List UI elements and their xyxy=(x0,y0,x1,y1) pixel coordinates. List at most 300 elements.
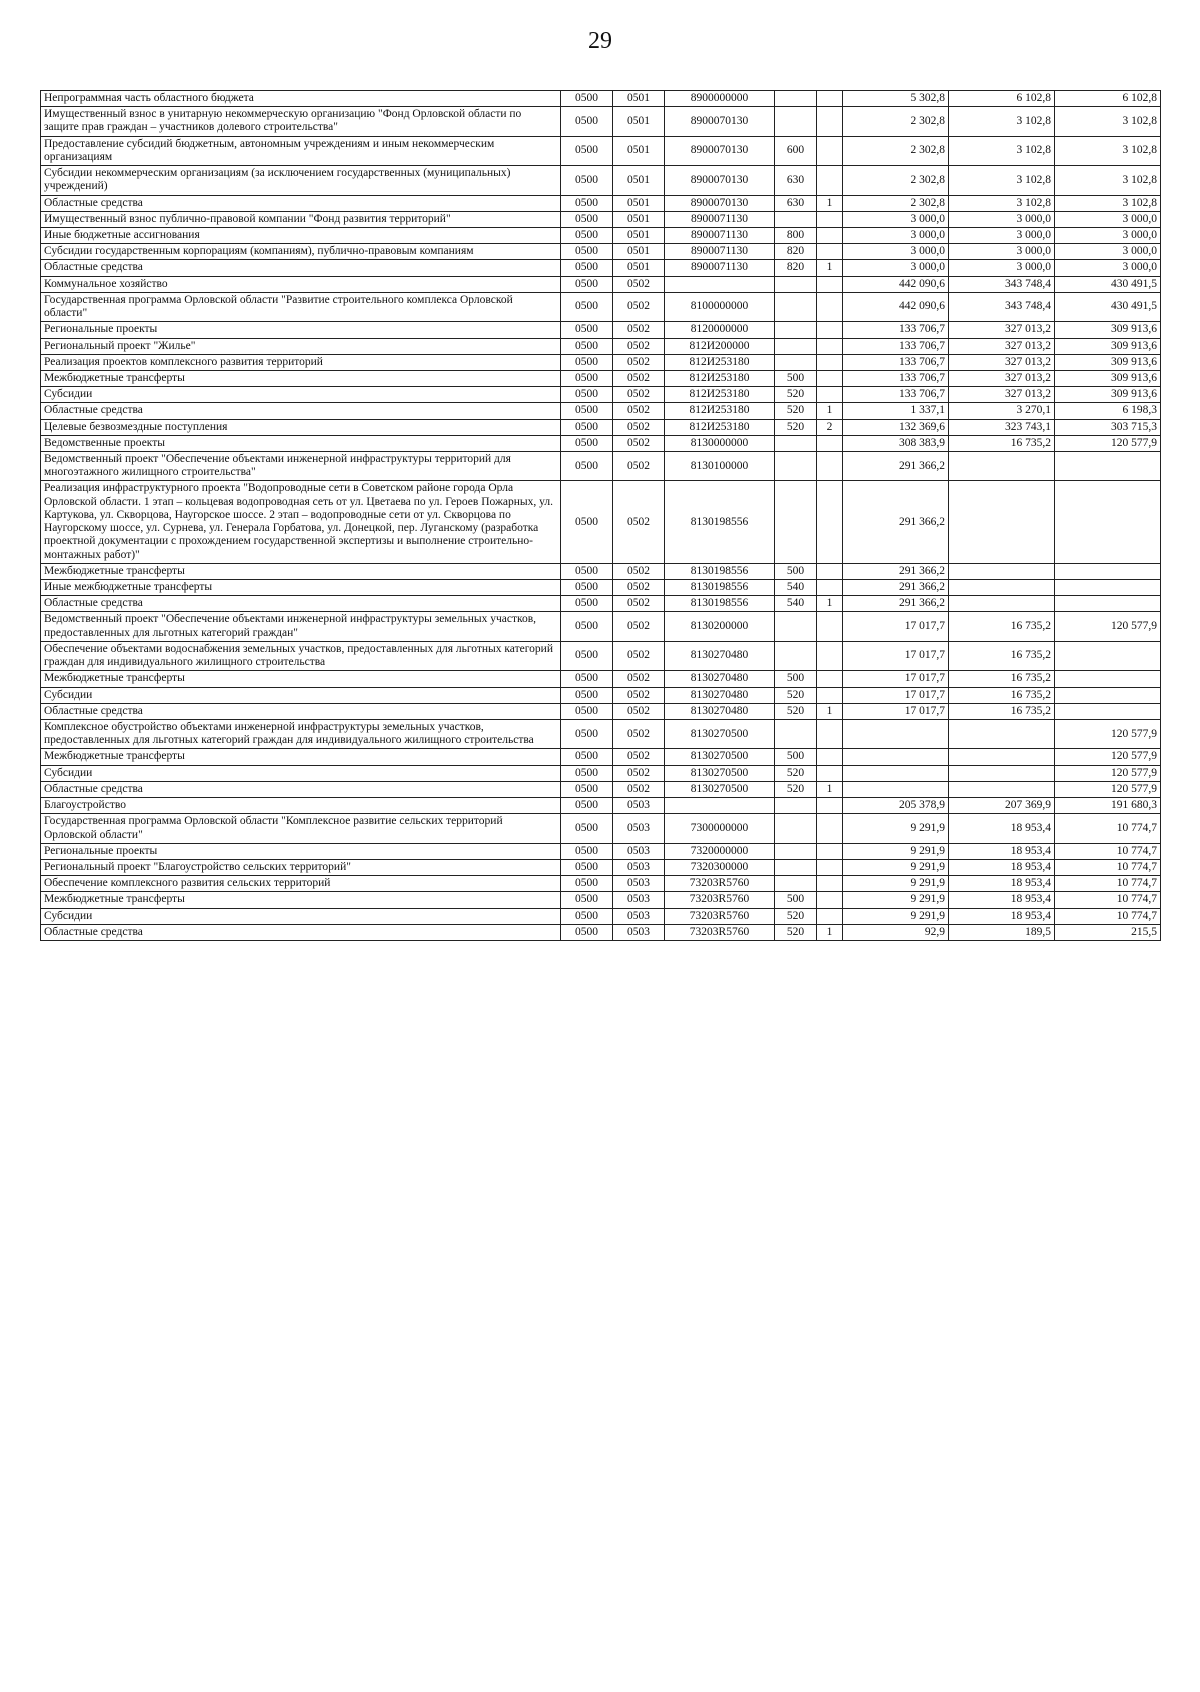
amount-year1-cell: 133 706,7 xyxy=(843,387,949,403)
amount-year1-cell: 308 383,9 xyxy=(843,435,949,451)
row-name-cell: Межбюджетные трансферты xyxy=(41,892,561,908)
expense-type-cell xyxy=(775,641,817,670)
razdel-cell: 0500 xyxy=(561,814,613,843)
source-mark-cell: 1 xyxy=(817,703,843,719)
podrazdel-cell: 0503 xyxy=(613,798,665,814)
target-article-cell: 73203R5760 xyxy=(665,876,775,892)
amount-year1-cell: 2 302,8 xyxy=(843,107,949,136)
target-article-cell: 7320300000 xyxy=(665,859,775,875)
razdel-cell: 0500 xyxy=(561,435,613,451)
amount-year2-cell: 327 013,2 xyxy=(949,387,1055,403)
target-article-cell: 812И253180 xyxy=(665,419,775,435)
target-article-cell: 8900071130 xyxy=(665,227,775,243)
amount-year2-cell: 18 953,4 xyxy=(949,859,1055,875)
table-row xyxy=(41,276,1161,292)
razdel-cell: 0500 xyxy=(561,641,613,670)
amount-year3-cell xyxy=(1055,580,1161,596)
amount-year2-cell: 3 102,8 xyxy=(949,107,1055,136)
amount-year1-cell: 291 366,2 xyxy=(843,481,949,563)
row-name-cell: Областные средства xyxy=(41,195,561,211)
row-name-cell: Ведомственные проекты xyxy=(41,435,561,451)
expense-type-cell xyxy=(775,798,817,814)
amount-year2-cell: 327 013,2 xyxy=(949,370,1055,386)
source-mark-cell xyxy=(817,107,843,136)
amount-year3-cell: 309 913,6 xyxy=(1055,370,1161,386)
target-article-cell: 7320000000 xyxy=(665,843,775,859)
row-name-cell: Межбюджетные трансферты xyxy=(41,671,561,687)
amount-year1-cell: 2 302,8 xyxy=(843,195,949,211)
source-mark-cell xyxy=(817,166,843,195)
table-row xyxy=(41,687,1161,703)
amount-year1-cell: 9 291,9 xyxy=(843,814,949,843)
target-article-cell: 812И200000 xyxy=(665,338,775,354)
podrazdel-cell: 0502 xyxy=(613,719,665,748)
table-row xyxy=(41,211,1161,227)
amount-year1-cell: 291 366,2 xyxy=(843,563,949,579)
podrazdel-cell: 0501 xyxy=(613,166,665,195)
table-row xyxy=(41,452,1161,481)
target-article-cell: 8900070130 xyxy=(665,166,775,195)
table-row xyxy=(41,338,1161,354)
amount-year2-cell xyxy=(949,749,1055,765)
target-article-cell: 8130270480 xyxy=(665,671,775,687)
amount-year1-cell xyxy=(843,719,949,748)
source-mark-cell: 2 xyxy=(817,419,843,435)
source-mark-cell: 1 xyxy=(817,403,843,419)
amount-year3-cell: 309 913,6 xyxy=(1055,387,1161,403)
amount-year1-cell: 9 291,9 xyxy=(843,859,949,875)
amount-year2-cell: 6 102,8 xyxy=(949,91,1055,107)
source-mark-cell xyxy=(817,244,843,260)
amount-year1-cell xyxy=(843,749,949,765)
podrazdel-cell: 0502 xyxy=(613,641,665,670)
source-mark-cell xyxy=(817,452,843,481)
amount-year2-cell xyxy=(949,563,1055,579)
podrazdel-cell: 0501 xyxy=(613,227,665,243)
target-article-cell: 812И253180 xyxy=(665,387,775,403)
podrazdel-cell: 0502 xyxy=(613,596,665,612)
row-name-cell: Субсидии xyxy=(41,387,561,403)
razdel-cell: 0500 xyxy=(561,260,613,276)
table-body xyxy=(41,91,1161,941)
podrazdel-cell: 0501 xyxy=(613,136,665,165)
row-name-cell: Коммунальное хозяйство xyxy=(41,276,561,292)
table-row xyxy=(41,859,1161,875)
row-name-cell: Непрограммная часть областного бюджета xyxy=(41,91,561,107)
podrazdel-cell: 0503 xyxy=(613,924,665,940)
source-mark-cell xyxy=(817,798,843,814)
expense-type-cell: 630 xyxy=(775,195,817,211)
podrazdel-cell: 0502 xyxy=(613,671,665,687)
razdel-cell: 0500 xyxy=(561,322,613,338)
row-name-cell: Предоставление субсидий бюджетным, автономным учреждениям и иным некоммерческим организациям xyxy=(41,136,561,165)
amount-year3-cell: 3 102,8 xyxy=(1055,195,1161,211)
podrazdel-cell: 0502 xyxy=(613,749,665,765)
target-article-cell: 73203R5760 xyxy=(665,892,775,908)
source-mark-cell xyxy=(817,563,843,579)
expense-type-cell: 540 xyxy=(775,596,817,612)
podrazdel-cell: 0502 xyxy=(613,403,665,419)
expense-type-cell: 520 xyxy=(775,924,817,940)
expense-type-cell xyxy=(775,107,817,136)
podrazdel-cell: 0502 xyxy=(613,765,665,781)
amount-year1-cell: 3 000,0 xyxy=(843,260,949,276)
table-row xyxy=(41,719,1161,748)
amount-year1-cell: 133 706,7 xyxy=(843,338,949,354)
amount-year2-cell xyxy=(949,765,1055,781)
amount-year1-cell: 442 090,6 xyxy=(843,276,949,292)
row-name-cell: Областные средства xyxy=(41,781,561,797)
amount-year2-cell: 3 102,8 xyxy=(949,136,1055,165)
source-mark-cell: 1 xyxy=(817,781,843,797)
expense-type-cell xyxy=(775,276,817,292)
amount-year2-cell: 16 735,2 xyxy=(949,641,1055,670)
razdel-cell: 0500 xyxy=(561,481,613,563)
expense-type-cell: 520 xyxy=(775,403,817,419)
row-name-cell: Субсидии xyxy=(41,908,561,924)
amount-year1-cell: 17 017,7 xyxy=(843,641,949,670)
source-mark-cell: 1 xyxy=(817,924,843,940)
page-number: 29 xyxy=(588,28,612,54)
amount-year3-cell xyxy=(1055,671,1161,687)
razdel-cell: 0500 xyxy=(561,749,613,765)
amount-year2-cell: 327 013,2 xyxy=(949,354,1055,370)
target-article-cell: 8900071130 xyxy=(665,244,775,260)
expense-type-cell: 820 xyxy=(775,260,817,276)
amount-year2-cell: 16 735,2 xyxy=(949,671,1055,687)
table-row xyxy=(41,814,1161,843)
amount-year3-cell: 309 913,6 xyxy=(1055,322,1161,338)
amount-year3-cell: 303 715,3 xyxy=(1055,419,1161,435)
amount-year3-cell: 3 102,8 xyxy=(1055,136,1161,165)
source-mark-cell: 1 xyxy=(817,195,843,211)
razdel-cell: 0500 xyxy=(561,612,613,641)
podrazdel-cell: 0502 xyxy=(613,563,665,579)
expense-type-cell: 520 xyxy=(775,387,817,403)
podrazdel-cell: 0502 xyxy=(613,452,665,481)
amount-year3-cell: 191 680,3 xyxy=(1055,798,1161,814)
amount-year3-cell: 3 000,0 xyxy=(1055,227,1161,243)
table-row xyxy=(41,563,1161,579)
amount-year2-cell xyxy=(949,719,1055,748)
target-article-cell: 812И253180 xyxy=(665,403,775,419)
amount-year2-cell xyxy=(949,781,1055,797)
expense-type-cell: 520 xyxy=(775,765,817,781)
amount-year2-cell: 16 735,2 xyxy=(949,687,1055,703)
amount-year1-cell: 205 378,9 xyxy=(843,798,949,814)
razdel-cell: 0500 xyxy=(561,843,613,859)
amount-year1-cell: 291 366,2 xyxy=(843,596,949,612)
amount-year1-cell: 9 291,9 xyxy=(843,843,949,859)
amount-year3-cell xyxy=(1055,563,1161,579)
table-row xyxy=(41,843,1161,859)
amount-year3-cell: 120 577,9 xyxy=(1055,719,1161,748)
amount-year3-cell: 10 774,7 xyxy=(1055,859,1161,875)
target-article-cell: 8130200000 xyxy=(665,612,775,641)
row-name-cell: Обеспечение комплексного развития сельских территорий xyxy=(41,876,561,892)
target-article-cell: 8130270500 xyxy=(665,765,775,781)
razdel-cell: 0500 xyxy=(561,798,613,814)
amount-year2-cell: 327 013,2 xyxy=(949,338,1055,354)
table-row xyxy=(41,481,1161,563)
amount-year2-cell xyxy=(949,481,1055,563)
razdel-cell: 0500 xyxy=(561,671,613,687)
amount-year1-cell: 3 000,0 xyxy=(843,244,949,260)
amount-year2-cell: 323 743,1 xyxy=(949,419,1055,435)
podrazdel-cell: 0502 xyxy=(613,612,665,641)
amount-year3-cell: 309 913,6 xyxy=(1055,354,1161,370)
table-row xyxy=(41,354,1161,370)
expense-type-cell: 520 xyxy=(775,703,817,719)
source-mark-cell xyxy=(817,580,843,596)
podrazdel-cell: 0502 xyxy=(613,322,665,338)
target-article-cell: 73203R5760 xyxy=(665,924,775,940)
razdel-cell: 0500 xyxy=(561,292,613,321)
amount-year2-cell xyxy=(949,596,1055,612)
source-mark-cell xyxy=(817,859,843,875)
row-name-cell: Иные бюджетные ассигнования xyxy=(41,227,561,243)
podrazdel-cell: 0502 xyxy=(613,703,665,719)
razdel-cell: 0500 xyxy=(561,195,613,211)
target-article-cell: 8130270480 xyxy=(665,687,775,703)
amount-year1-cell: 3 000,0 xyxy=(843,211,949,227)
amount-year1-cell: 5 302,8 xyxy=(843,91,949,107)
source-mark-cell xyxy=(817,276,843,292)
razdel-cell: 0500 xyxy=(561,403,613,419)
target-article-cell: 8130198556 xyxy=(665,596,775,612)
amount-year2-cell xyxy=(949,580,1055,596)
amount-year3-cell: 10 774,7 xyxy=(1055,876,1161,892)
podrazdel-cell: 0501 xyxy=(613,107,665,136)
table-row xyxy=(41,798,1161,814)
source-mark-cell xyxy=(817,211,843,227)
podrazdel-cell: 0501 xyxy=(613,195,665,211)
amount-year3-cell: 120 577,9 xyxy=(1055,765,1161,781)
amount-year1-cell: 3 000,0 xyxy=(843,227,949,243)
razdel-cell: 0500 xyxy=(561,91,613,107)
amount-year1-cell: 9 291,9 xyxy=(843,876,949,892)
amount-year1-cell xyxy=(843,781,949,797)
target-article-cell: 812И253180 xyxy=(665,370,775,386)
amount-year1-cell: 133 706,7 xyxy=(843,370,949,386)
amount-year3-cell: 3 102,8 xyxy=(1055,166,1161,195)
row-name-cell: Имущественный взнос публично-правовой компании "Фонд развития территорий" xyxy=(41,211,561,227)
razdel-cell: 0500 xyxy=(561,107,613,136)
source-mark-cell xyxy=(817,843,843,859)
row-name-cell: Региональные проекты xyxy=(41,843,561,859)
expense-type-cell xyxy=(775,91,817,107)
target-article-cell: 8130270480 xyxy=(665,641,775,670)
amount-year1-cell: 133 706,7 xyxy=(843,354,949,370)
razdel-cell: 0500 xyxy=(561,211,613,227)
amount-year3-cell xyxy=(1055,703,1161,719)
row-name-cell: Межбюджетные трансферты xyxy=(41,370,561,386)
podrazdel-cell: 0503 xyxy=(613,876,665,892)
row-name-cell: Областные средства xyxy=(41,260,561,276)
razdel-cell: 0500 xyxy=(561,276,613,292)
amount-year3-cell: 10 774,7 xyxy=(1055,892,1161,908)
razdel-cell: 0500 xyxy=(561,908,613,924)
table-row xyxy=(41,580,1161,596)
expense-type-cell: 600 xyxy=(775,136,817,165)
row-name-cell: Областные средства xyxy=(41,596,561,612)
expense-type-cell: 540 xyxy=(775,580,817,596)
amount-year3-cell: 6 102,8 xyxy=(1055,91,1161,107)
target-article-cell: 8900070130 xyxy=(665,195,775,211)
source-mark-cell xyxy=(817,322,843,338)
expense-type-cell xyxy=(775,814,817,843)
razdel-cell: 0500 xyxy=(561,596,613,612)
source-mark-cell xyxy=(817,671,843,687)
target-article-cell: 8130198556 xyxy=(665,563,775,579)
row-name-cell: Региональные проекты xyxy=(41,322,561,338)
expense-type-cell xyxy=(775,859,817,875)
row-name-cell: Ведомственный проект "Обеспечение объектами инженерной инфраструктуры территорий для многоэтажного жилищного строительства" xyxy=(41,452,561,481)
expense-type-cell: 820 xyxy=(775,244,817,260)
amount-year3-cell: 120 577,9 xyxy=(1055,612,1161,641)
source-mark-cell: 1 xyxy=(817,596,843,612)
amount-year3-cell xyxy=(1055,452,1161,481)
table-row xyxy=(41,612,1161,641)
razdel-cell: 0500 xyxy=(561,419,613,435)
amount-year1-cell: 291 366,2 xyxy=(843,452,949,481)
amount-year2-cell xyxy=(949,452,1055,481)
row-name-cell: Региональный проект "Жилье" xyxy=(41,338,561,354)
expense-type-cell: 500 xyxy=(775,892,817,908)
amount-year3-cell: 6 198,3 xyxy=(1055,403,1161,419)
source-mark-cell xyxy=(817,641,843,670)
amount-year2-cell: 18 953,4 xyxy=(949,892,1055,908)
row-name-cell: Государственная программа Орловской области "Комплексное развитие сельских территорий Орловской области" xyxy=(41,814,561,843)
podrazdel-cell: 0502 xyxy=(613,370,665,386)
amount-year2-cell: 16 735,2 xyxy=(949,703,1055,719)
expense-type-cell xyxy=(775,876,817,892)
target-article-cell: 8130270500 xyxy=(665,781,775,797)
row-name-cell: Иные межбюджетные трансферты xyxy=(41,580,561,596)
table-row xyxy=(41,596,1161,612)
row-name-cell: Благоустройство xyxy=(41,798,561,814)
amount-year3-cell: 120 577,9 xyxy=(1055,435,1161,451)
amount-year3-cell xyxy=(1055,687,1161,703)
target-article-cell: 8100000000 xyxy=(665,292,775,321)
expense-type-cell: 500 xyxy=(775,749,817,765)
source-mark-cell xyxy=(817,435,843,451)
expense-type-cell xyxy=(775,354,817,370)
amount-year3-cell: 3 000,0 xyxy=(1055,244,1161,260)
table-row xyxy=(41,370,1161,386)
razdel-cell: 0500 xyxy=(561,876,613,892)
target-article-cell xyxy=(665,276,775,292)
amount-year2-cell: 3 000,0 xyxy=(949,260,1055,276)
target-article-cell: 8900070130 xyxy=(665,107,775,136)
razdel-cell: 0500 xyxy=(561,892,613,908)
amount-year2-cell: 18 953,4 xyxy=(949,843,1055,859)
row-name-cell: Имущественный взнос в унитарную некоммерческую организацию "Фонд Орловской области по защите прав граждан – участников долевого строительства" xyxy=(41,107,561,136)
amount-year3-cell xyxy=(1055,596,1161,612)
table-row xyxy=(41,292,1161,321)
podrazdel-cell: 0501 xyxy=(613,211,665,227)
source-mark-cell xyxy=(817,765,843,781)
amount-year3-cell: 10 774,7 xyxy=(1055,814,1161,843)
table-row xyxy=(41,908,1161,924)
source-mark-cell: 1 xyxy=(817,260,843,276)
source-mark-cell xyxy=(817,892,843,908)
amount-year1-cell: 9 291,9 xyxy=(843,892,949,908)
source-mark-cell xyxy=(817,338,843,354)
amount-year2-cell: 3 000,0 xyxy=(949,244,1055,260)
target-article-cell: 8130000000 xyxy=(665,435,775,451)
target-article-cell: 8120000000 xyxy=(665,322,775,338)
amount-year1-cell: 17 017,7 xyxy=(843,612,949,641)
podrazdel-cell: 0503 xyxy=(613,814,665,843)
podrazdel-cell: 0502 xyxy=(613,481,665,563)
expense-type-cell xyxy=(775,843,817,859)
table-row xyxy=(41,419,1161,435)
podrazdel-cell: 0503 xyxy=(613,892,665,908)
target-article-cell: 8900071130 xyxy=(665,211,775,227)
amount-year1-cell: 2 302,8 xyxy=(843,166,949,195)
amount-year3-cell xyxy=(1055,481,1161,563)
target-article-cell: 7300000000 xyxy=(665,814,775,843)
table-row xyxy=(41,641,1161,670)
amount-year2-cell: 327 013,2 xyxy=(949,322,1055,338)
source-mark-cell xyxy=(817,687,843,703)
expense-type-cell: 630 xyxy=(775,166,817,195)
row-name-cell: Реализация проектов комплексного развития территорий xyxy=(41,354,561,370)
amount-year1-cell: 132 369,6 xyxy=(843,419,949,435)
amount-year2-cell: 3 000,0 xyxy=(949,211,1055,227)
row-name-cell: Региональный проект "Благоустройство сельских территорий" xyxy=(41,859,561,875)
table-row xyxy=(41,322,1161,338)
source-mark-cell xyxy=(817,481,843,563)
expense-type-cell: 520 xyxy=(775,781,817,797)
table-row xyxy=(41,435,1161,451)
amount-year2-cell: 343 748,4 xyxy=(949,292,1055,321)
source-mark-cell xyxy=(817,370,843,386)
target-article-cell: 8900070130 xyxy=(665,136,775,165)
amount-year3-cell: 10 774,7 xyxy=(1055,843,1161,859)
row-name-cell: Областные средства xyxy=(41,703,561,719)
podrazdel-cell: 0502 xyxy=(613,435,665,451)
target-article-cell: 8900071130 xyxy=(665,260,775,276)
row-name-cell: Комплексное обустройство объектами инженерной инфраструктуры земельных участков, предоставленных для льготных категорий граждан для индивидуального жилищного строительства xyxy=(41,719,561,748)
razdel-cell: 0500 xyxy=(561,563,613,579)
amount-year3-cell: 430 491,5 xyxy=(1055,276,1161,292)
razdel-cell: 0500 xyxy=(561,354,613,370)
amount-year3-cell: 309 913,6 xyxy=(1055,338,1161,354)
row-name-cell: Ведомственный проект "Обеспечение объектами инженерной инфраструктуры земельных участков, предоставленных для льготных категорий граждан" xyxy=(41,612,561,641)
row-name-cell: Обеспечение объектами водоснабжения земельных участков, предоставленных для льготных категорий граждан для индивидуального жилищного строительства xyxy=(41,641,561,670)
razdel-cell: 0500 xyxy=(561,370,613,386)
amount-year1-cell: 17 017,7 xyxy=(843,671,949,687)
row-name-cell: Областные средства xyxy=(41,403,561,419)
row-name-cell: Субсидии xyxy=(41,687,561,703)
budget-table xyxy=(40,90,1161,941)
expense-type-cell xyxy=(775,481,817,563)
amount-year1-cell: 92,9 xyxy=(843,924,949,940)
razdel-cell: 0500 xyxy=(561,924,613,940)
podrazdel-cell: 0502 xyxy=(613,292,665,321)
amount-year1-cell: 133 706,7 xyxy=(843,322,949,338)
target-article-cell xyxy=(665,798,775,814)
amount-year2-cell: 18 953,4 xyxy=(949,908,1055,924)
table-row xyxy=(41,107,1161,136)
row-name-cell: Реализация инфраструктурного проекта "Водопроводные сети в Советском районе города Орла Орловской области. 1 этап – кольцевая водопроводная сеть от ул. Цветаева по ул. Героев Пожарных, ул. Картукова, ул. Скворцова, Наугорское шоссе. 2 этап – водопроводные сети от ул. Скворцова по Наугорскому шоссе, ул. Сурнева, ул. Генерала Горбатова, ул. Донецкой, пер. Луганскому (разработка проектной документации с прохождением государственной экспертизы и выполнение строительно-монтажных работ)" xyxy=(41,481,561,563)
expense-type-cell xyxy=(775,435,817,451)
podrazdel-cell: 0502 xyxy=(613,580,665,596)
table-row xyxy=(41,227,1161,243)
source-mark-cell xyxy=(817,136,843,165)
